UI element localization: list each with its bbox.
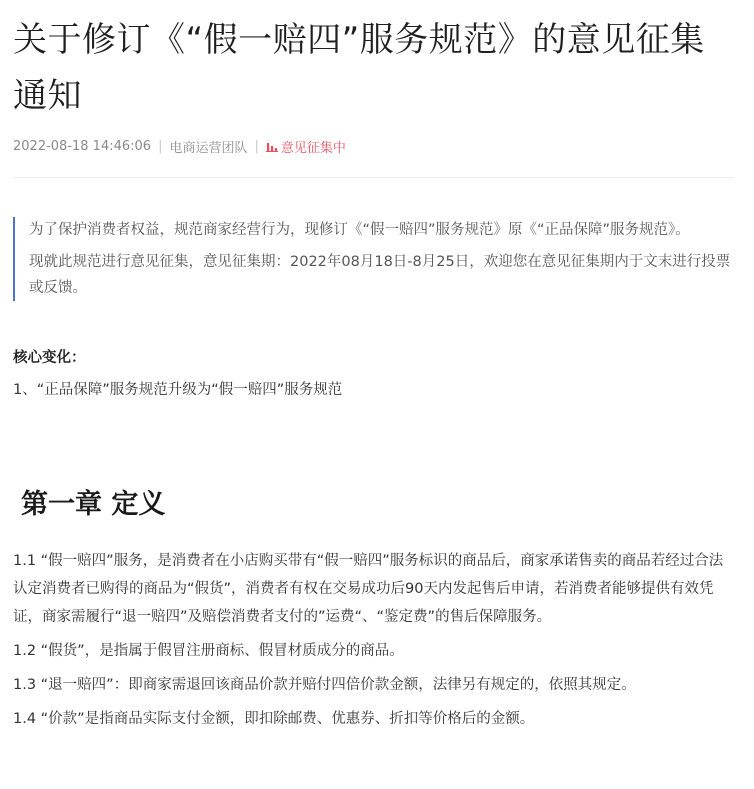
meta-divider: | [254,138,259,154]
clause-paragraph: 1.3 “退一赔四”：即商家需退回该商品价款并赔付四倍价款金额，法律另有规定的，依照其规定。 [13,677,636,693]
definition-clauses [13,547,734,733]
header-divider [13,177,734,178]
clause-paragraph: 1.2 “假货”，是指属于假冒注册商标、假冒材质成分的商品。 [13,643,404,659]
intro-paragraph: 现就此规范进行意见征集，意见征集期：2022年08月18日-8月25日，欢迎您在意见征集期内于文末进行投票或反馈。 [29,254,731,296]
clause-paragraph: 1.1 “假一赔四”服务，是消费者在小店购买带有“假一赔四”服务标识的商品后，商家承诺售卖的商品若经过合法认定消费者已购得的商品为“假货”，消费者有权在交易成功后90天内发起售后申请，若消费者能够提供有效凭证，商家需履行“退一赔四”及赔偿消费者支付的”运费“、“鉴定费”的售后保障服务。 [13,553,724,625]
status-badge [266,137,346,156]
bar-chart-icon [266,140,278,152]
author-name[interactable]: 电商运营团队 [169,140,248,156]
status-label: 意见征集中 [280,140,346,156]
article-meta [13,136,734,156]
core-changes-heading: 核心变化： [13,350,86,366]
chapter-heading: 第一章 定义 [21,489,166,520]
meta-divider: | [158,138,163,154]
clause-paragraph: 1.4 “价款”是指商品实际支付金额，即扣除邮费、优惠券、折扣等价格后的金额。 [13,711,535,727]
intro-paragraph: 为了保护消费者权益，规范商家经营行为，现修订《“假一赔四”服务规范》原《“正品保障”服务规范》。 [29,222,690,238]
publish-datetime: 2022-08-18 14:46:06 [13,138,152,154]
intro-quote [13,217,734,301]
article-title: 关于修订《“假一赔四”服务规范》的意见征集通知 [13,20,705,116]
change-item: 1、“正品保障”服务规范升级为“假一赔四”服务规范 [13,382,343,398]
